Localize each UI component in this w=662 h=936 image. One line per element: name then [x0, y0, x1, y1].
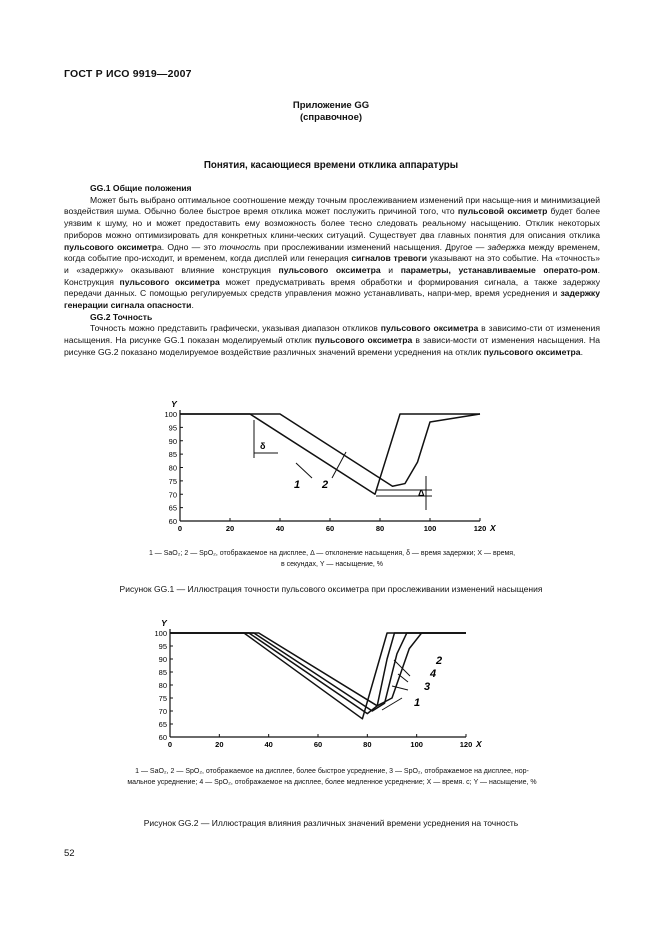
figure-gg1-legend	[64, 548, 600, 570]
series-line-1	[180, 414, 480, 494]
series-label-1: 1	[414, 697, 421, 709]
y-tick-label: 90	[168, 436, 177, 446]
series-label-2: 2	[322, 479, 329, 491]
figure-gg1-legend-line1: 1 — SaO₂; 2 — SpO₂, отображаемое на дисплее, Δ — отклонение насыщения, δ — время задержки; X — время,	[148, 550, 516, 557]
y-tick-label: 95	[158, 642, 167, 651]
annex-title: Приложение GG	[292, 100, 370, 111]
y-axis-label: Y	[161, 618, 167, 628]
x-axis-label: X	[490, 523, 496, 533]
y-tick-label: 100	[164, 410, 177, 419]
y-tick-label: 95	[168, 423, 177, 433]
figure-gg2-legend	[64, 766, 600, 788]
y-tick-label: 80	[158, 681, 167, 690]
x-tick-label: 80	[363, 740, 372, 749]
x-tick-label: 80	[375, 524, 385, 533]
figure-gg1-legend-line2: в секундах, Y — насыщение, %	[280, 561, 383, 568]
x-tick-label: 0	[177, 524, 183, 533]
y-tick-label: 75	[158, 694, 167, 703]
x-tick-label: 40	[264, 740, 273, 749]
section-gg1	[64, 183, 600, 359]
series-line-3	[170, 633, 466, 711]
gg1-paragraph: Может быть выбрано оптимальное соотношение между точным прослеживанием изменений при насыще-ния и минимизацией воздействия шума. Обычно более быстрое время отклика может послужить причиной того, что пульсовой оксиметр будет более уязвим к шуму, но и может предоставить ему возможность более тесно следовать реальному насыщению. Отклик некоторых приборов можно оптимизировать для конкретных клини-ческих ситуаций. Существует два главных понятия для описания отклика пульсового оксиметра. Одно — это точность при прослеживании изменений насыщения. Другое — задержка между временем, когда событие про-исходит, и временем, когда дисплей или генерация сигналов тревоги указывают на это событие. На «точность» и «задержку» оказывают влияние конструкция пульсового оксиметра и параметры, устанавливаемые операто-ром. Конструкция пульсового оксиметра может предусматривать время обработки и формирования сигнала, а также задержку передачи данных. С помощью регулируемых средств управления можно устанавливать, напри-мер, время усреднения и задержку генерации сигнала опасности.	[64, 194, 601, 311]
series-label-1: 1	[294, 479, 301, 491]
x-tick-label: 100	[423, 524, 437, 533]
figure-gg1-chart	[150, 399, 510, 540]
annex-heading	[0, 100, 662, 124]
delay-label: δ	[260, 441, 266, 451]
figure-gg2-chart	[142, 620, 512, 756]
x-tick-label: 120	[459, 740, 473, 749]
y-tick-label: 85	[168, 450, 177, 460]
series-line-2	[170, 633, 466, 714]
y-tick-label: 75	[168, 476, 177, 486]
figure-gg1-caption: Рисунок GG.1 — Иллюстрация точности пульсового оксиметра при прослеживании изменений насыщения	[119, 584, 543, 594]
label-1-leader	[296, 463, 312, 478]
figure-gg1-series	[180, 414, 480, 494]
document-header: ГОСТ Р ИСО 9919—2007	[64, 68, 192, 80]
series-line-2	[180, 414, 480, 486]
y-tick-label: 85	[158, 668, 167, 677]
series-label-4: 4	[430, 668, 437, 680]
x-tick-label: 0	[167, 740, 173, 749]
page-number: 52	[64, 848, 75, 859]
x-tick-label: 60	[325, 524, 335, 533]
y-tick-label: 65	[158, 720, 167, 729]
label-2-leader	[394, 660, 410, 676]
x-tick-label: 60	[313, 740, 323, 749]
y-tick-label: 70	[168, 490, 177, 500]
series-label-3: 3	[424, 681, 431, 693]
gg2-paragraph: Точность можно представить графически, указывая диапазон откликов пульсового оксиметра в зависимо-сти от изменения насыщения. На рисунке GG.1 показан моделируемый отклик пульсового оксиметра в зависи-мости от изменения насыщения. На рисунке GG.2 показано моделируемое воздействие различных значений времени усреднения на отклик пульсового оксиметра.	[64, 323, 600, 357]
y-tick-label: 80	[168, 463, 177, 473]
figure-gg2-axes	[154, 618, 483, 749]
y-tick-label: 70	[158, 707, 167, 716]
series-label-2: 2	[436, 655, 443, 667]
gg1-heading: GG.1 Общие положения	[90, 183, 192, 193]
annex-type: (справочное)	[299, 112, 363, 123]
x-tick-label: 20	[215, 740, 224, 749]
x-tick-label: 20	[225, 524, 235, 533]
figure-gg2-annotations	[382, 655, 442, 710]
figure-gg2-legend-line2: мальное усреднение; 4 — SpO₂, отображаемое на дисплее, более медленное усреднение; X — время. с; Y — насыщение, %	[127, 779, 537, 786]
x-tick-label: 100	[410, 740, 423, 749]
y-tick-label: 60	[158, 733, 167, 742]
x-tick-label: 120	[473, 524, 487, 533]
figure-gg2-caption: Рисунок GG.2 — Иллюстрация влияния различных значений времени усреднения на точность	[143, 818, 519, 828]
y-axis-label: Y	[171, 399, 177, 409]
figure-gg2-legend-line1: 1 — SaO₂, 2 — SpO₂, отображаемое на дисплее, более быстрое усреднение, 3 — SpO₂, отображаемое на дисплее, нор-	[135, 768, 529, 775]
gg2-heading: GG.2 Точность	[90, 311, 153, 322]
y-tick-label: 100	[154, 629, 167, 638]
y-tick-label: 60	[168, 517, 177, 526]
series-line-4	[170, 633, 466, 706]
figure-gg2-series	[170, 633, 466, 719]
section-title: Понятия, касающиеся времени отклика аппаратуры	[203, 160, 459, 171]
x-tick-label: 40	[275, 524, 285, 533]
y-tick-label: 65	[168, 503, 177, 513]
y-tick-label: 90	[158, 655, 167, 664]
x-axis-label: X	[476, 739, 482, 749]
deviation-label: Δ	[418, 488, 425, 498]
